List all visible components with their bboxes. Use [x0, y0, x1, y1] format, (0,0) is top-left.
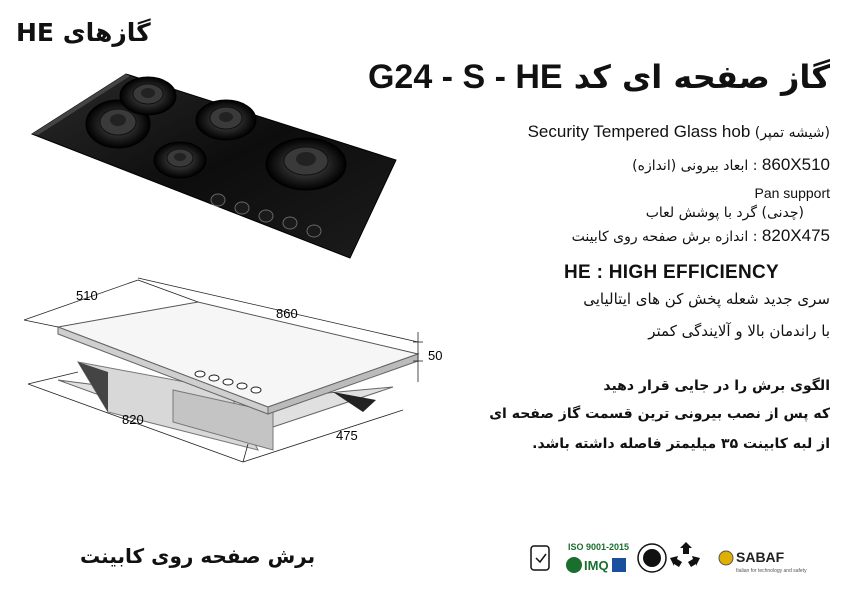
- burner: [266, 138, 346, 190]
- svg-text:ISO 9001-2015: ISO 9001-2015: [568, 542, 630, 552]
- install-note-line-1: الگوی برش را در جایی قرار دهید: [603, 378, 830, 394]
- svg-text:Italian for technology and saf: Italian for technology and safety: [736, 568, 807, 574]
- outer-dimension-label: : ابعاد بیرونی (اندازه): [632, 158, 758, 174]
- dim-50: 50: [428, 348, 443, 363]
- sabaf-logo: [719, 549, 807, 574]
- feature-line-1: سری جدید شعله پخش کن های ایتالیایی: [583, 290, 830, 308]
- install-note-line-3: از لبه کابینت ۳۵ میلیمتر فاصله داشته باشد.: [532, 436, 830, 452]
- dimension-diagram: [18, 262, 448, 472]
- burner: [120, 77, 176, 115]
- cut-dimension-label: : اندازه برش صفحه روی کابینت: [571, 229, 758, 245]
- dim-475: 475: [336, 428, 358, 443]
- glass-en: Security Tempered Glass hob: [527, 122, 751, 141]
- pan-support-en: Pan support: [754, 185, 830, 201]
- burner: [196, 100, 256, 140]
- certification-logos: [528, 538, 828, 578]
- cut-label: برش صفحه روی کابینت: [80, 544, 316, 568]
- glass-note: (شیشه تمپر): [754, 125, 830, 141]
- recycle-icon: [670, 542, 700, 567]
- model-line: [368, 58, 830, 97]
- model-code: G24 - S - HE: [367, 58, 563, 96]
- burner: [154, 142, 206, 178]
- touch-icon: [531, 546, 549, 570]
- pan-support-fa: (چدنی) گرد با پوشش لعاب: [645, 205, 804, 221]
- cut-dimension-line: [572, 226, 830, 246]
- pan-support-line: [755, 185, 831, 202]
- dim-820: 820: [122, 412, 144, 427]
- dim-860: 860: [276, 306, 298, 321]
- install-note-line-2: که پس از نصب بیرونی ترین قسمت گاز صفحه ای: [489, 406, 830, 422]
- model-prefix: گاز صفحه ای کد: [573, 58, 830, 96]
- iso-badge: [566, 542, 629, 573]
- he-title: HE : HIGH EFFICIENCY: [564, 262, 780, 283]
- outer-dimension-line: [632, 155, 830, 175]
- svg-text:IMQ: IMQ: [584, 558, 609, 573]
- svg-text:SABAF: SABAF: [736, 549, 785, 565]
- gas-hob-image: [30, 60, 400, 260]
- glass-line: [528, 122, 830, 142]
- cut-dimension-value: 820X475: [761, 226, 830, 245]
- page-title: گازهای HE: [16, 18, 151, 47]
- safety-seal-icon: [638, 544, 666, 572]
- dim-510: 510: [76, 288, 98, 303]
- outer-dimension-value: 860X510: [761, 155, 830, 174]
- feature-line-2: با راندمان بالا و آلایندگی کمتر: [648, 322, 830, 340]
